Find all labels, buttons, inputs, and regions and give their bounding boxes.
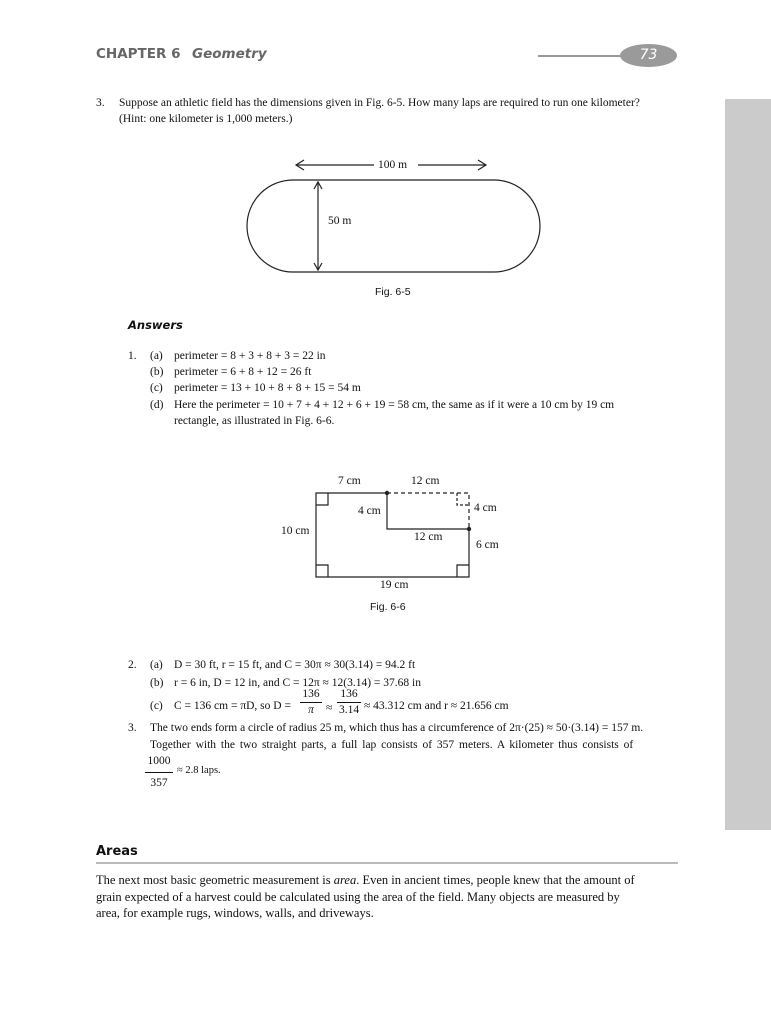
item-text: perimeter = 13 + 10 + 8 + 8 + 15 = 54 m bbox=[174, 382, 361, 394]
answer-number: 2. bbox=[128, 659, 137, 671]
item-text: ≈ 2.8 laps. bbox=[177, 765, 221, 776]
item-label: (d) bbox=[150, 399, 164, 411]
item-text: perimeter = 8 + 3 + 8 + 3 = 22 in bbox=[174, 350, 326, 362]
item-text: C = 136 cm = πD, so D = bbox=[174, 700, 291, 712]
emphasis: area bbox=[333, 873, 357, 887]
problem-hint: (Hint: one kilometer is 1,000 meters.) bbox=[119, 113, 293, 125]
fig65-height-label: 50 m bbox=[328, 215, 352, 227]
fig66-label: 7 cm bbox=[338, 475, 361, 487]
chapter-label: CHAPTER 6 bbox=[96, 46, 181, 62]
text: The next most basic geometric measurement is bbox=[96, 873, 334, 887]
item-label: (b) bbox=[150, 677, 164, 689]
section-rule bbox=[96, 862, 678, 864]
item-text: r = 6 in, D = 12 in, and C = 12π ≈ 12(3.14) = 37.68 in bbox=[174, 677, 421, 689]
fig65-width-label: 100 m bbox=[378, 159, 408, 171]
item-text: Here the perimeter = 10 + 7 + 4 + 12 + 6 + 19 = 58 cm, the same as if it were a 10 cm by 19 cm bbox=[174, 399, 615, 411]
fig-6-6-shape bbox=[316, 491, 471, 577]
numerator: 1000 bbox=[147, 755, 171, 767]
denominator: π bbox=[308, 704, 314, 716]
fig66-label: 12 cm bbox=[411, 475, 440, 487]
item-text: ≈ 43.312 cm and r ≈ 21.656 cm bbox=[364, 700, 509, 712]
fig66-label: 10 cm bbox=[281, 525, 310, 537]
item-text-cont: rectangle, as illustrated in Fig. 6-6. bbox=[174, 415, 335, 427]
answer-number: 1. bbox=[128, 350, 137, 362]
item-label: (c) bbox=[150, 700, 163, 712]
page-number: 73 bbox=[620, 44, 677, 67]
fig66-label: 4 cm bbox=[358, 505, 381, 517]
approx-sign: ≈ bbox=[326, 702, 333, 714]
numerator: 136 bbox=[302, 688, 320, 700]
item-label: (a) bbox=[150, 659, 163, 671]
fraction bbox=[337, 688, 361, 717]
denominator: 3.14 bbox=[338, 704, 360, 716]
paragraph-line bbox=[96, 873, 635, 887]
item-label: (c) bbox=[150, 382, 163, 394]
numerator: 136 bbox=[340, 688, 358, 700]
item-text: Together with the two straight parts, a full lap consists of 357 meters. A kilometer thus consists of bbox=[150, 739, 634, 751]
problem-number: 3. bbox=[96, 97, 105, 109]
item-text: The two ends form a circle of radius 25 m, which thus has a circumference of 2π·(25) ≈ 50·(3.14) = 157 m. bbox=[150, 722, 644, 734]
section-heading: Areas bbox=[96, 844, 138, 859]
fraction bbox=[300, 688, 322, 717]
fig66-label: 6 cm bbox=[476, 539, 499, 551]
fig-6-5-track bbox=[247, 160, 540, 272]
paragraph-line: area, for example rugs, windows, walls, and driveways. bbox=[96, 906, 374, 920]
fig66-label: 19 cm bbox=[380, 579, 409, 591]
paragraph-line: grain expected of a harvest could be calculated using the area of the field. Many objects are measured by bbox=[96, 890, 620, 904]
fig66-label: 4 cm bbox=[474, 502, 497, 514]
problem-text: Suppose an athletic field has the dimensions given in Fig. 6-5. How many laps are required to run one kilometer? bbox=[119, 97, 640, 109]
chapter-title: Geometry bbox=[192, 46, 267, 62]
item-label: (a) bbox=[150, 350, 163, 362]
fig66-label: 12 cm bbox=[414, 531, 443, 543]
item-text: D = 30 ft, r = 15 ft, and C = 30π ≈ 30(3.14) = 94.2 ft bbox=[174, 659, 416, 671]
fig65-caption: Fig. 6-5 bbox=[375, 286, 411, 298]
text: . Even in ancient times, people knew that the amount of bbox=[356, 873, 635, 887]
fraction bbox=[145, 755, 173, 790]
denominator: 357 bbox=[150, 777, 168, 789]
fig66-caption: Fig. 6-6 bbox=[370, 601, 406, 613]
item-label: (b) bbox=[150, 366, 164, 378]
answer-number: 3. bbox=[128, 722, 137, 734]
item-text: perimeter = 6 + 8 + 12 = 26 ft bbox=[174, 366, 312, 378]
answers-heading: Answers bbox=[128, 318, 183, 332]
